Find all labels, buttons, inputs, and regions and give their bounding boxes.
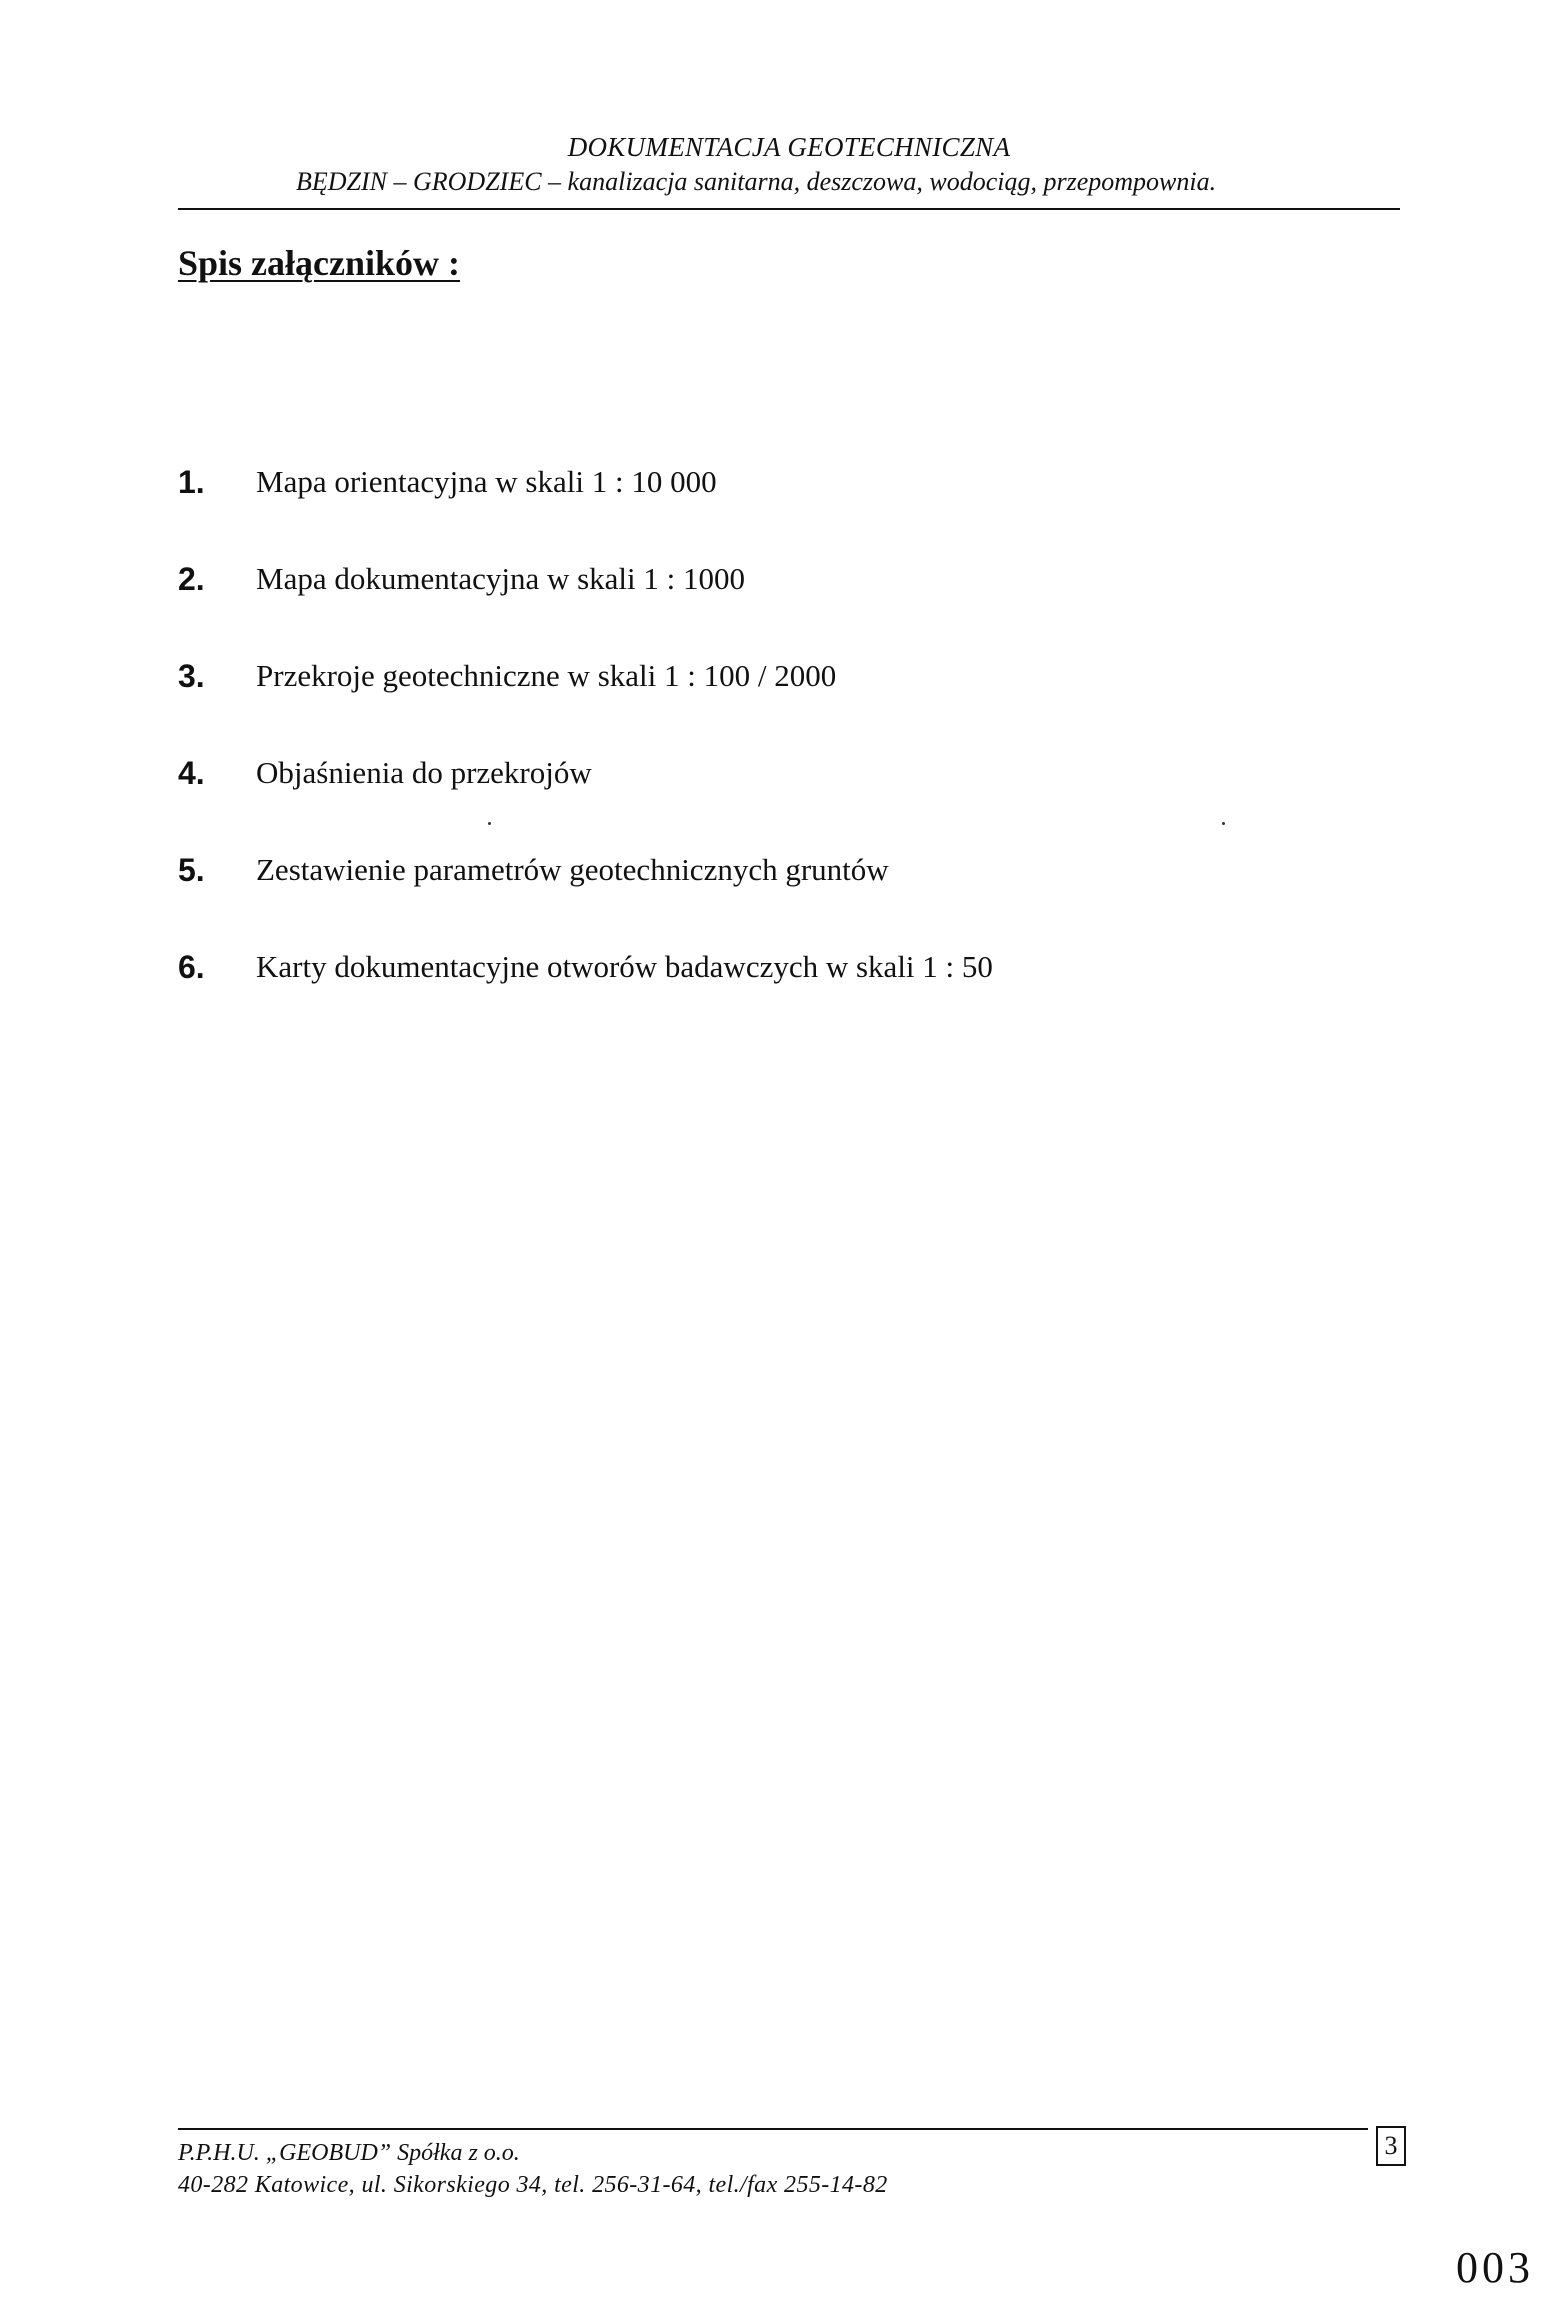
page-number-box: 3: [1376, 2126, 1406, 2166]
item-text: Mapa orientacyjna w skali 1 : 10 000: [256, 464, 717, 499]
header-subtitle: BĘDZIN – GRODZIEC – kanalizacja sanitarna, deszczowa, wodociąg, przepompownia.: [296, 167, 1217, 196]
item-text: Mapa dokumentacyjna w skali 1 : 1000: [256, 561, 746, 596]
page-title: Spis załączników :: [178, 243, 461, 283]
footer-company: P.P.H.U. „GEOBUD” Spółka z o.o.: [178, 2140, 520, 2166]
item-number: 2.: [178, 561, 205, 597]
header-divider: [178, 208, 1400, 210]
item-text: Objaśnienia do przekrojów: [256, 755, 592, 790]
item-number: 1.: [178, 464, 205, 500]
item-number: 5.: [178, 852, 205, 888]
footer-divider: [178, 2128, 1368, 2130]
sheet-stamp-number: 003: [1456, 2243, 1534, 2292]
item-number: 3.: [178, 658, 205, 694]
item-number: 6.: [178, 949, 205, 985]
item-text: Przekroje geotechniczne w skali 1 : 100 / 2000: [256, 658, 837, 693]
item-number: 4.: [178, 755, 205, 791]
item-text: Karty dokumentacyjne otworów badawczych w skali 1 : 50: [256, 949, 993, 984]
footer-address: 40-282 Katowice, ul. Sikorskiego 34, tel. 256-31-64, tel./fax 255-14-82: [178, 2172, 888, 2198]
scan-speck: [1222, 822, 1225, 825]
header-title: DOKUMENTACJA GEOTECHNICZNA: [567, 132, 1011, 162]
scan-speck: [488, 822, 491, 825]
item-text: Zestawienie parametrów geotechnicznych gruntów: [256, 852, 889, 887]
